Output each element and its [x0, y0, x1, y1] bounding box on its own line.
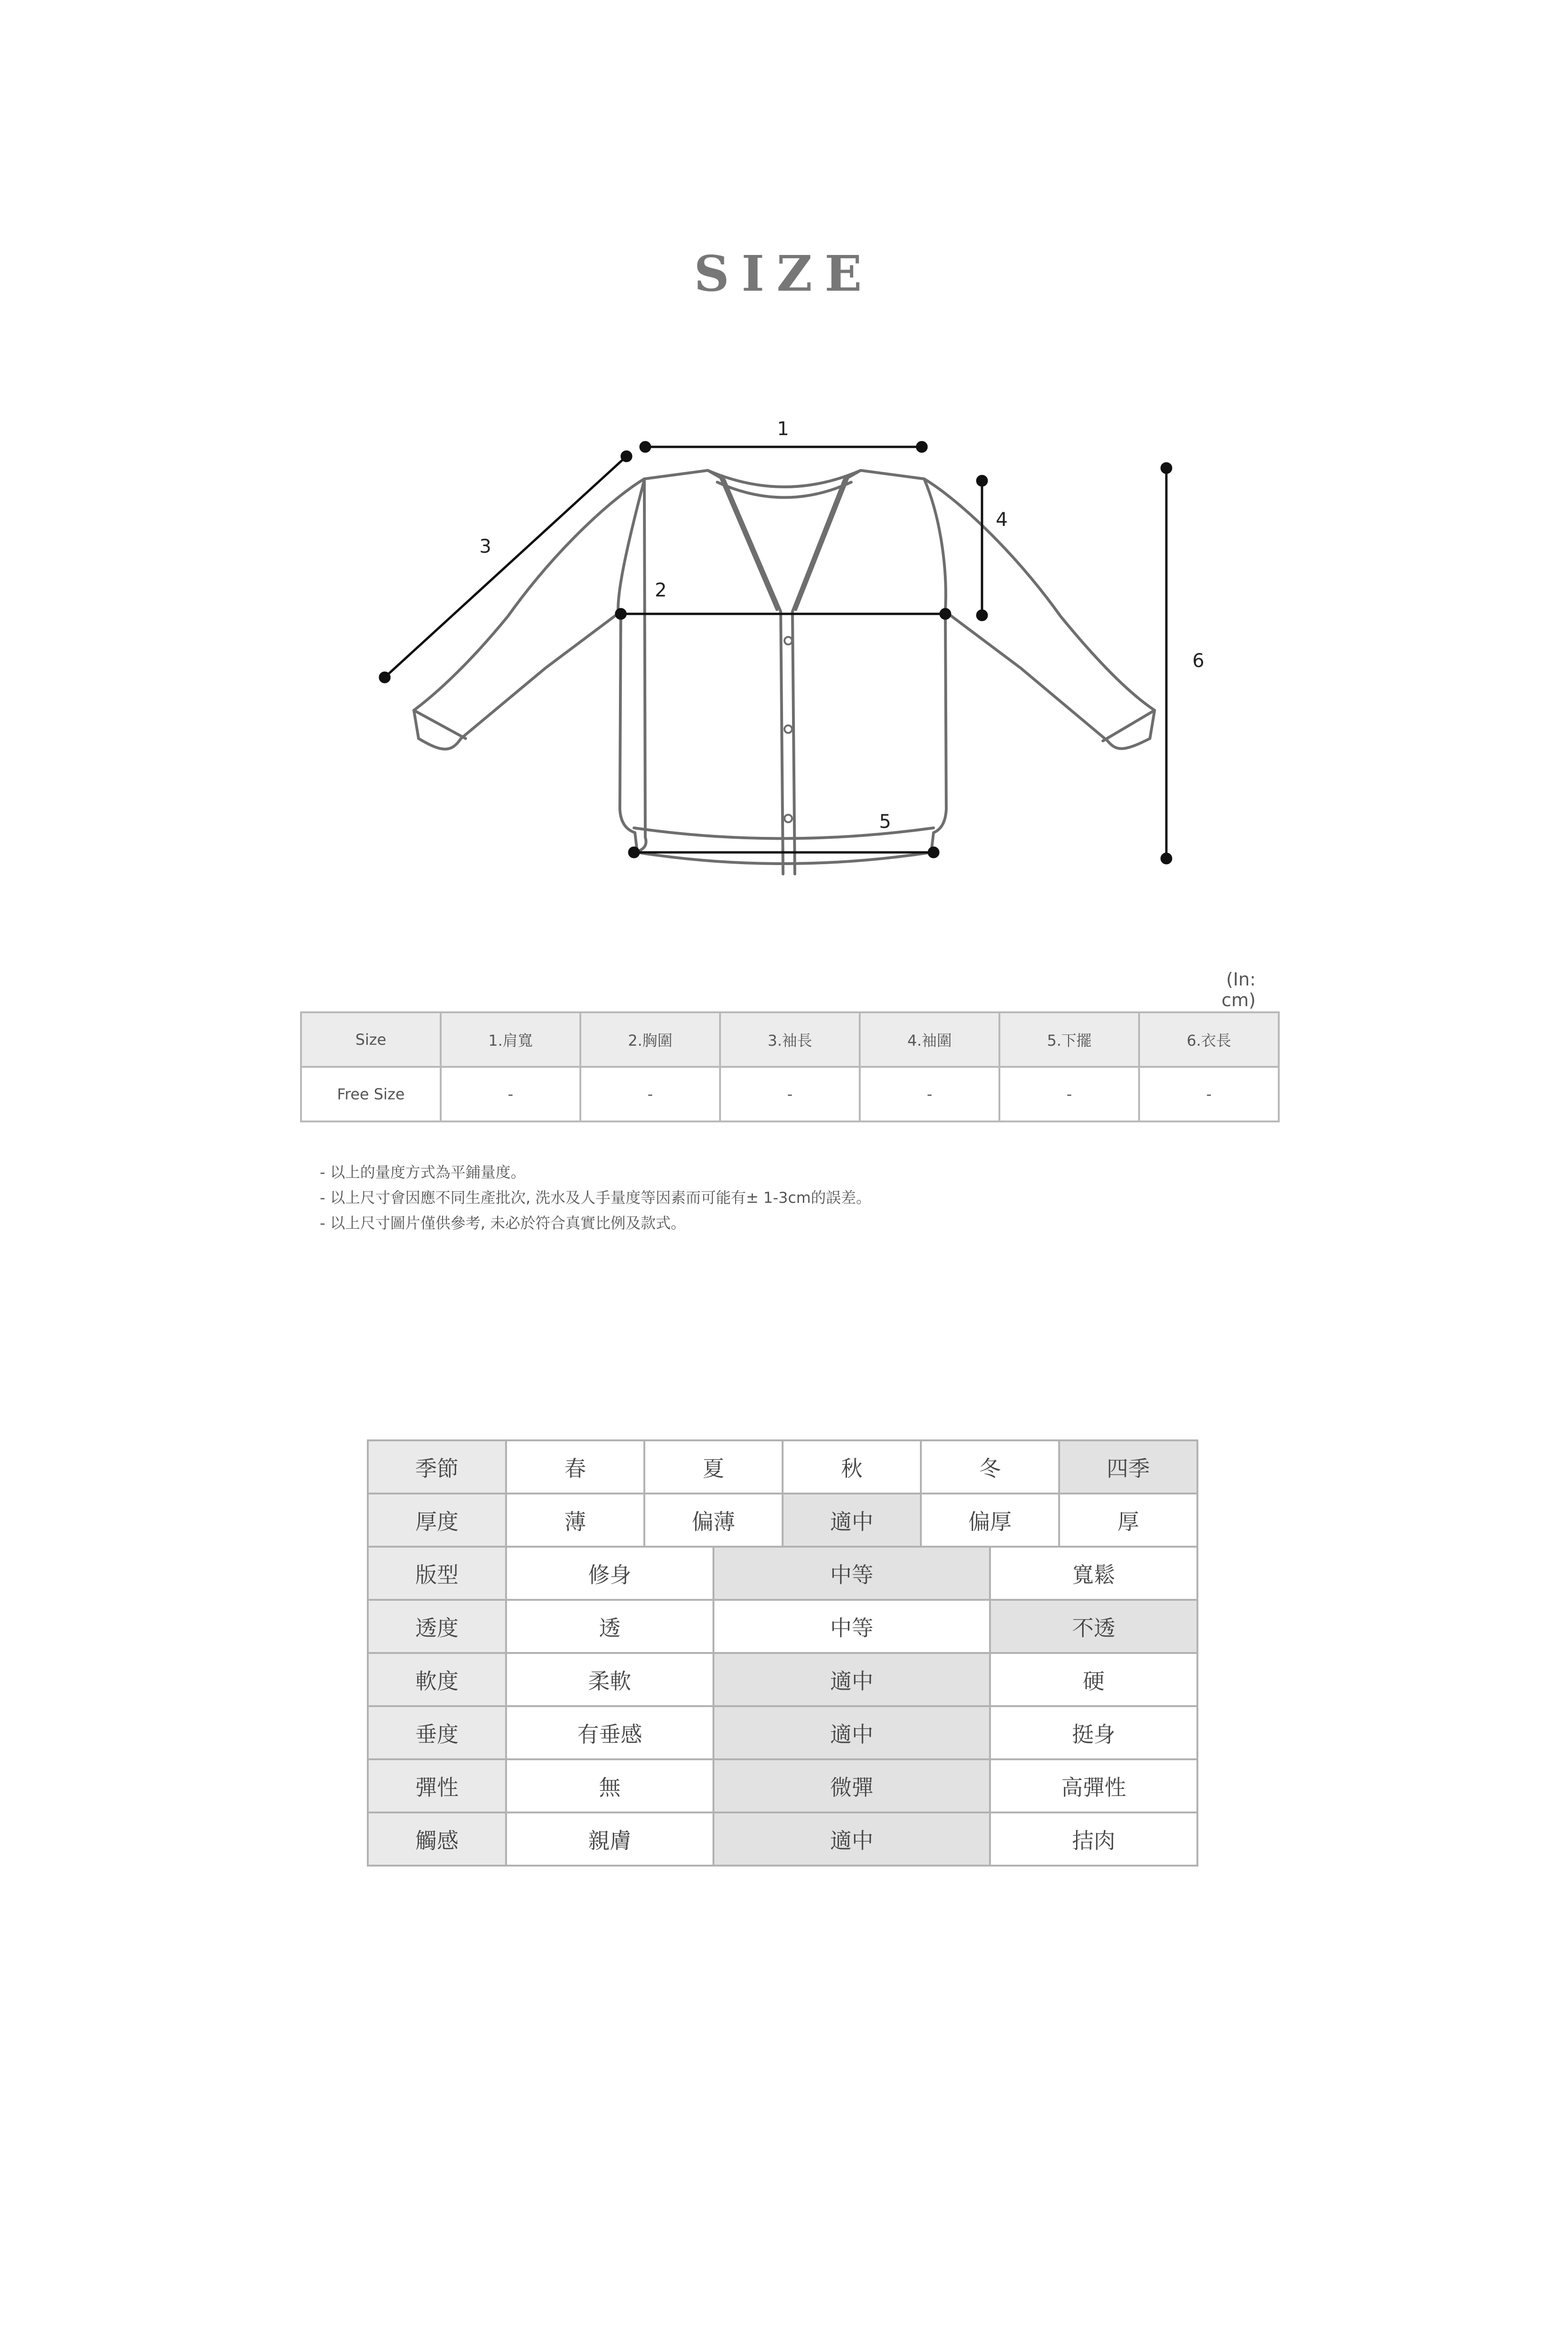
attr-label: 觸感: [368, 1812, 506, 1866]
attr-option: 中等: [713, 1600, 990, 1653]
size-value-cell: -: [580, 1067, 720, 1121]
attr-option: 修身: [506, 1547, 713, 1600]
attr-label: 彈性: [368, 1759, 506, 1812]
size-header-cell: Size: [301, 1012, 441, 1067]
size-header-cell: 6.衣長: [1139, 1012, 1279, 1067]
attr-option: 冬: [921, 1440, 1059, 1494]
attr-option: 親膚: [506, 1812, 713, 1866]
attr-option: 透: [506, 1600, 713, 1653]
attr-row-transparency: [368, 1600, 1197, 1653]
note-line: - 以上尺寸會因應不同生產批次, 洗水及人手量度等因素而可能有± 1-3cm的誤差。: [320, 1189, 871, 1207]
attr-label: 軟度: [368, 1653, 506, 1706]
size-header-cell: 5.下擺: [999, 1012, 1139, 1067]
attr-label: 季節: [368, 1440, 506, 1494]
marker-3: 3: [479, 536, 491, 557]
size-value-cell: -: [441, 1067, 580, 1121]
size-row-label: Free Size: [301, 1067, 441, 1121]
unit-note: (In: cm): [1221, 969, 1256, 1010]
marker-4: 4: [996, 509, 1008, 531]
marker-2: 2: [655, 580, 667, 601]
attr-option-selected: 適中: [713, 1653, 990, 1706]
attr-option-selected: 適中: [713, 1812, 990, 1866]
attr-option: 高彈性: [990, 1759, 1197, 1812]
attr-label: 垂度: [368, 1706, 506, 1759]
attr-row-thickness: [368, 1494, 1197, 1547]
attr-option: 偏厚: [921, 1494, 1059, 1547]
attr-option: 寬鬆: [990, 1547, 1197, 1600]
attr-row-elasticity: [368, 1759, 1197, 1812]
attr-option-selected: 微彈: [713, 1759, 990, 1812]
marker-6: 6: [1192, 650, 1204, 672]
attr-label: 透度: [368, 1600, 506, 1653]
attr-option: 挺身: [990, 1706, 1197, 1759]
size-header-cell: 2.胸圍: [580, 1012, 720, 1067]
fabric-attributes-table: [367, 1439, 1198, 1867]
attr-row-season: [368, 1440, 1197, 1494]
attr-option: 拮肉: [990, 1812, 1197, 1866]
size-header-cell: 4.袖圍: [860, 1012, 999, 1067]
size-table-header-row: [301, 1012, 1279, 1067]
size-value-cell: -: [999, 1067, 1139, 1121]
attr-option: 秋: [783, 1440, 921, 1494]
attr-option-selected: 中等: [713, 1547, 990, 1600]
size-header-cell: 3.袖長: [720, 1012, 860, 1067]
attr-option-selected: 不透: [990, 1600, 1197, 1653]
size-value-cell: -: [720, 1067, 860, 1121]
note-line: - 以上的量度方式為平鋪量度。: [320, 1163, 526, 1181]
attr-option: 硬: [990, 1653, 1197, 1706]
attr-option-selected: 四季: [1059, 1440, 1197, 1494]
attr-option: 有垂感: [506, 1706, 713, 1759]
attr-row-softness: [368, 1653, 1197, 1706]
attr-option: 無: [506, 1759, 713, 1812]
size-value-cell: -: [1139, 1067, 1279, 1121]
marker-1: 1: [777, 418, 789, 440]
attr-label: 版型: [368, 1547, 506, 1600]
size-table: [300, 1011, 1280, 1122]
attr-option: 柔軟: [506, 1653, 713, 1706]
garment-diagram: [0, 0, 1568, 941]
size-value-cell: -: [860, 1067, 999, 1121]
attr-label: 厚度: [368, 1494, 506, 1547]
measurement-notes: [320, 1160, 871, 1236]
note-line: - 以上尺寸圖片僅供參考, 未必於符合真實比例及款式。: [320, 1214, 686, 1232]
attr-row-drape: [368, 1706, 1197, 1759]
attr-option: 夏: [644, 1440, 783, 1494]
size-table-row: [301, 1067, 1279, 1121]
attr-row-touch: [368, 1812, 1197, 1866]
size-header-cell: 1.肩寬: [441, 1012, 580, 1067]
attr-option: 厚: [1059, 1494, 1197, 1547]
attr-option: 春: [506, 1440, 644, 1494]
attr-option: 薄: [506, 1494, 644, 1547]
attr-option-selected: 適中: [713, 1706, 990, 1759]
attr-option: 偏薄: [644, 1494, 783, 1547]
marker-5: 5: [879, 811, 891, 833]
page-title: SIZE: [694, 245, 874, 302]
attr-option-selected: 適中: [783, 1494, 921, 1547]
attr-row-fit: [368, 1547, 1197, 1600]
